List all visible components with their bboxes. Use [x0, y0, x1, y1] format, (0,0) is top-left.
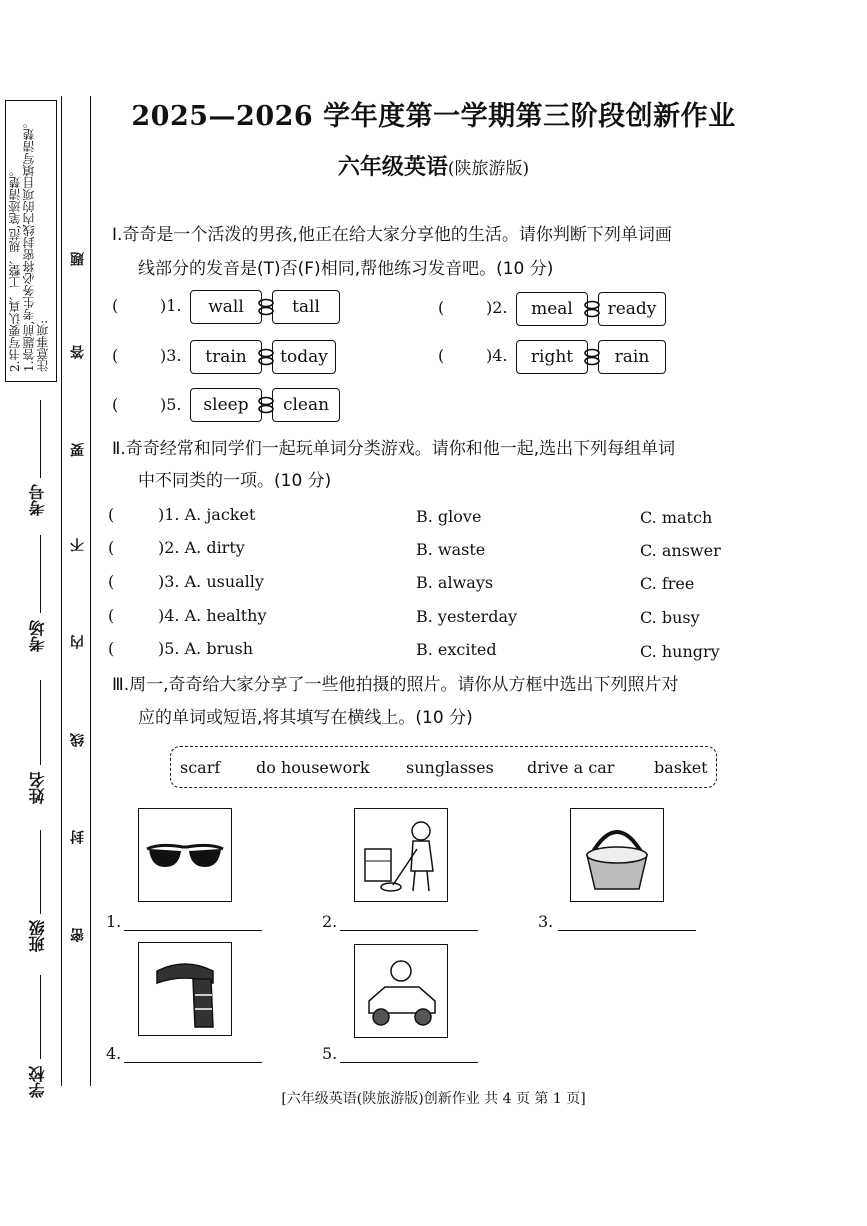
answer-paren[interactable]: ( — [108, 572, 115, 591]
seal-char: 封 — [70, 830, 86, 844]
ring-icon — [582, 348, 602, 366]
option-b: B. waste — [416, 540, 486, 559]
seal-char: 题 — [70, 252, 86, 266]
edition-label: (陕旅游版) — [447, 159, 530, 179]
word-card: rain — [598, 340, 666, 374]
ring-icon — [256, 348, 276, 366]
ring-icon — [582, 300, 602, 318]
answer-paren[interactable]: ( — [112, 395, 119, 414]
car-icon — [354, 944, 448, 1038]
answer-number: 2. — [322, 912, 338, 931]
item-number: )5. — [160, 395, 182, 414]
seal-char: 不 — [70, 538, 86, 552]
scarf-icon — [138, 942, 232, 1036]
field-line-class[interactable] — [40, 830, 41, 914]
housework-icon — [354, 808, 448, 902]
option-a: )3. A. usually — [158, 572, 264, 591]
answer-paren[interactable]: ( — [438, 346, 445, 365]
word-card: train — [190, 340, 262, 374]
notice-line-1: 1.答题前,考生务必将密封线内的项目填写清楚。 — [22, 116, 36, 372]
option-a: )4. A. healthy — [158, 606, 267, 625]
option-c: C. hungry — [640, 642, 720, 661]
answer-line[interactable] — [340, 930, 478, 931]
answer-number: 4. — [106, 1044, 122, 1063]
answer-number: 3. — [538, 912, 554, 931]
answer-paren[interactable]: ( — [112, 296, 119, 315]
word-bank-item: sunglasses — [406, 758, 494, 777]
binding-line-outer — [61, 96, 62, 1086]
page-footer: [六年级英语(陕旅游版)创新作业 共 4 页 第 1 页] — [281, 1091, 586, 1107]
item-number: )2. — [486, 298, 508, 317]
field-line-exam-room[interactable] — [40, 535, 41, 613]
answer-number: 1. — [106, 912, 122, 931]
item-number: )1. — [160, 296, 182, 315]
answer-paren[interactable]: ( — [108, 538, 115, 557]
binding-line-inner — [90, 96, 91, 1086]
word-card: ready — [598, 292, 666, 326]
option-c: C. free — [640, 574, 695, 593]
item-number: )3. — [160, 346, 182, 365]
field-line-exam-number[interactable] — [40, 400, 41, 478]
option-c: C. busy — [640, 608, 700, 627]
option-a: )5. A. brush — [158, 639, 254, 658]
section1-instruction-1: Ⅰ.奇奇是一个活泼的男孩,他正在给大家分享他的生活。请你判断下列单词画 — [112, 225, 672, 245]
word-bank-item: do housework — [256, 758, 370, 777]
section3-instruction-1: Ⅲ.周一,奇奇给大家分享了一些他拍摄的照片。请你从方框中选出下列照片对 — [112, 675, 679, 695]
option-c: C. match — [640, 508, 713, 527]
notice-box — [5, 100, 57, 382]
answer-paren[interactable]: ( — [438, 298, 445, 317]
section2-instruction-1: Ⅱ.奇奇经常和同学们一起玩单词分类游戏。请你和他一起,选出下列每组单词 — [112, 439, 676, 459]
option-c: C. answer — [640, 541, 721, 560]
option-b: B. yesterday — [416, 607, 518, 626]
word-bank-item: scarf — [180, 758, 221, 777]
word-card: tall — [272, 290, 340, 324]
field-label-class: 班级 — [28, 920, 47, 952]
answer-paren[interactable]: ( — [108, 606, 115, 625]
field-line-school[interactable] — [40, 975, 41, 1059]
section2-instruction-2: 中不同类的一项。(10 分) — [138, 471, 332, 491]
section3-instruction-2: 应的单词或短语,将其填写在横线上。(10 分) — [138, 708, 473, 728]
answer-line[interactable] — [124, 930, 262, 931]
word-bank-item: basket — [654, 758, 708, 777]
sunglasses-icon — [138, 808, 232, 902]
word-card: today — [272, 340, 336, 374]
basket-icon — [570, 808, 664, 902]
seal-char: 密 — [70, 928, 86, 942]
answer-line[interactable] — [558, 930, 696, 931]
field-label-school: 学校 — [28, 1066, 47, 1098]
field-line-name[interactable] — [40, 680, 41, 765]
item-number: )4. — [486, 346, 508, 365]
seal-char: 线 — [70, 733, 86, 747]
word-card: right — [516, 340, 588, 374]
answer-paren[interactable]: ( — [108, 639, 115, 658]
word-card: wall — [190, 290, 262, 324]
page-title: 2025—2026 学年度第一学期第三阶段创新作业 — [131, 101, 736, 132]
answer-paren[interactable]: ( — [112, 346, 119, 365]
seal-char: 内 — [70, 635, 86, 649]
field-label-exam-room: 考场 — [28, 620, 47, 652]
answer-number: 5. — [322, 1044, 338, 1063]
subject-title: 六年级英语 — [337, 154, 448, 180]
ring-icon — [256, 396, 276, 414]
word-card: clean — [272, 388, 340, 422]
option-b: B. glove — [416, 507, 482, 526]
seal-char: 要 — [70, 443, 86, 457]
section1-instruction-2: 线部分的发音是(T)否(F)相同,帮他练习发音吧。(10 分) — [138, 259, 554, 279]
word-bank-item: drive a car — [527, 758, 615, 777]
word-card: sleep — [190, 388, 262, 422]
notice-title: 注意事项: — [36, 319, 50, 372]
answer-line[interactable] — [340, 1062, 478, 1063]
seal-char: 答 — [70, 345, 86, 359]
word-card: meal — [516, 292, 588, 326]
page-subtitle — [0, 150, 867, 181]
field-label-exam-number: 考号 — [28, 484, 47, 516]
option-b: B. excited — [416, 640, 497, 659]
ring-icon — [256, 298, 276, 316]
notice-line-2: 2.书写要认真、工整、规范,笔迹清楚。 — [8, 164, 22, 372]
option-a: )2. A. dirty — [158, 538, 245, 557]
answer-line[interactable] — [124, 1062, 262, 1063]
option-a: )1. A. jacket — [158, 505, 256, 524]
option-b: B. always — [416, 573, 494, 592]
field-label-name: 姓名 — [28, 772, 47, 804]
answer-paren[interactable]: ( — [108, 505, 115, 524]
